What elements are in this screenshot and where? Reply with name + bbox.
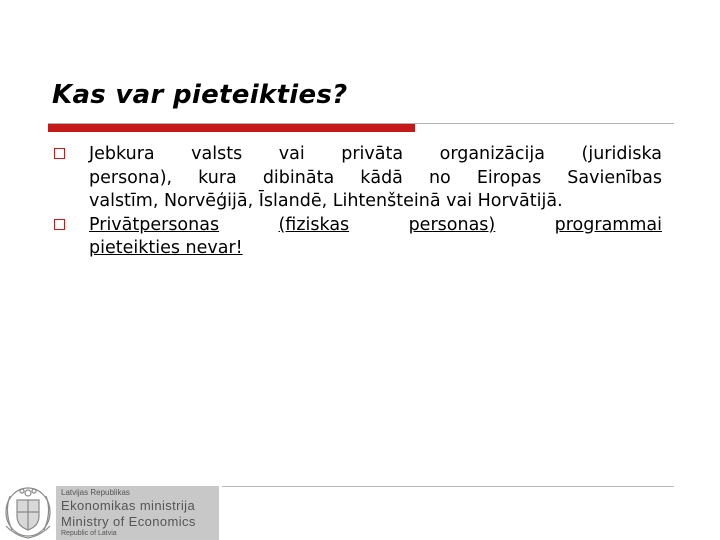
bullet-1-line-2-text: persona), kura dibināta kādā no Eiropas Savienības [89,167,662,188]
logo-org-bottom: Republic of Latvia [61,530,117,537]
logo-org-top: Latvijas Republikas [61,488,130,497]
bullet-1-line-1 [89,143,662,167]
slide-title: Kas var pieteikties? [52,80,348,110]
bullet-1-line-2 [89,167,662,191]
underlined-word: Privātpersonas [89,214,220,235]
footer-divider-line [222,486,674,487]
bullet-2-line-2-text: pieteikties nevar! [89,238,243,258]
logo-org-lv: Ekonomikas ministrija [61,498,196,513]
bullet-item-1 [52,143,662,214]
bullet-2-line-2 [89,237,662,261]
underlined-word: personas) [408,214,496,235]
bullet-list [52,143,662,261]
title-accent-bar [48,124,415,132]
square-bullet-icon [54,219,65,230]
bullet-1-line-3-text: valstīm, Norvēģijā, Īslandē, Lihtenšteinā vai Horvātijā. [89,191,563,211]
underlined-word: (fiziskas [278,214,350,235]
bullet-2-line-1 [89,214,662,238]
logo-org-en: Ministry of Economics [61,514,196,529]
bullet-1-line-1-text: Jebkura valsts vai privāta organizācija (juridiska [89,144,662,164]
latvia-coat-of-arms-icon [0,484,56,540]
bullet-item-2 [52,214,662,261]
square-bullet-icon [54,148,65,159]
bullet-1-line-3 [89,190,662,214]
underlined-word: programmai [554,214,662,235]
